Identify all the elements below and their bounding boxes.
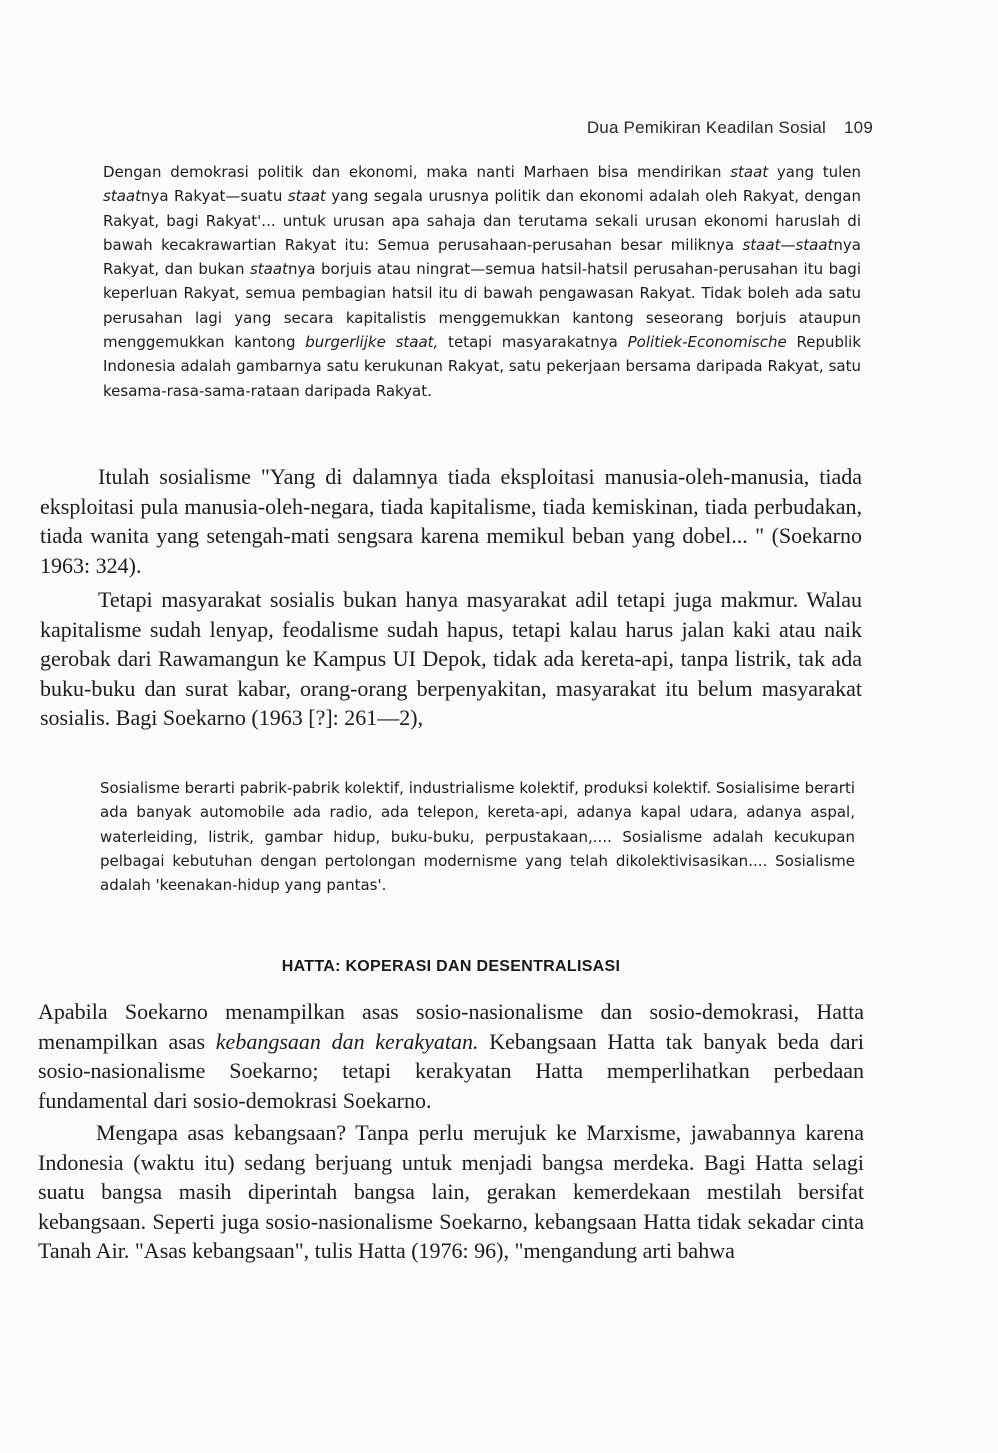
quote-text: Dengan demokrasi politik dan ekonomi, maka nanti Marhaen bisa mendirikan (103, 163, 731, 181)
quote-text: Republik Indonesia adalah gambarnya satu kerukunan Rakyat, satu pekerjaan bersama daripada Rakyat, satu kesama-rasa-sama-rataan daripada Rakyat. (103, 333, 862, 400)
quote-italic: staat (249, 260, 288, 279)
block-quote-marhaen (103, 160, 861, 403)
paragraph-text: Apabila Soekarno menampilkan asas sosio-nasionalisme dan sosio-demokrasi, Hatta menampilkan asas (38, 999, 864, 1054)
paragraph-asas-kebangsaan: Mengapa asas kebangsaan? Tanpa perlu merujuk ke Marxisme, jawabannya karena Indonesia (waktu itu) sedang berjuang untuk menjadi bangsa merdeka. Bagi Hatta selagi suatu bangsa masih diperintah bangsa lain, gerakan kemerdekaan mestilah bersifat kebangsaan. Seperti juga sosio-nasionalisme Soekarno, kebangsaan Hatta tidak sekadar cinta Tanah Air. "Asas kebangsaan", tulis Hatta (1976: 96), "mengandung arti bahwa (38, 1120, 864, 1263)
block-quote-sosialisme: Sosialisme berarti pabrik-pabrik kolektif, industrialisme kolektif, produksi kolektif. Sosialisime berarti ada banyak automobile ada radio, ada telepon, kereta-api, adanya kapal udara, adanya aspal, waterleiding, listrik, gambar hidup, buku-buku, perpustakaan,.... Sosialisme adalah kecukupan pelbagai kebutuhan dengan pertolongan modernisme yang telah dikolektivisasikan.... Sosialisme adalah 'keenakan-hidup yang pantas'. (100, 779, 855, 895)
paragraph-itulah-sosialisme: Itulah sosialisme "Yang di dalamnya tiada eksploitasi manusia-oleh-manusia, tiada eksploitasi pula manusia-oleh-negara, tiada kapitalisme, tiada kemiskinan, tiada perbudakan, tiada wanita yang setengah-mati sengsara karena memikul beban yang dobel... " (Soekarno 1963: 324). (40, 464, 862, 578)
paragraph-italic: kebangsaan dan kerakyatan. (215, 1028, 479, 1054)
paragraph-hatta-asas (38, 997, 864, 1115)
running-head-title: Dua Pemikiran Keadilan Sosial (586, 118, 827, 137)
quote-italic: staat (103, 187, 141, 206)
paragraph-text: Kebangsaan Hatta tak banyak beda dari sosio-nasionalisme Soekarno; tetapi kerakyatan Hatta memperlihatkan perbedaan fundamental dari sosio-demokrasi Soekarno. (38, 1028, 864, 1113)
quote-text: tetapi masyarakatnya (438, 333, 628, 352)
page-number: 109 (844, 118, 873, 137)
section-heading: HATTA: KOPERASI DAN DESENTRALISASI (281, 958, 621, 975)
quote-text: yang segala urusnya politik dan ekonomi adalah oleh Rakyat, dengan Rakyat, bagi Rakyat'... untuk urusan apa sahaja dan terutama sekali urusan ekonomi haruslah di bawah kecakrawartian Rakyat itu: Semua perusahaan-perusahan besar miliknya (103, 187, 861, 254)
quote-italic: burgerlijke staat, (305, 333, 439, 352)
quote-italic: staat (287, 187, 326, 206)
quote-italic: staat (730, 163, 769, 181)
quote-text: nya Rakyat, dan bukan (103, 235, 861, 279)
quote-italic: Politiek-Economische (627, 333, 787, 352)
quote-text: nya borjuis atau ningrat—semua hatsil-hatsil perusahan-perusahan itu bagi keperluan Rakyat, semua pembagian hatsil itu di bawah pengawasan Rakyat. Tidak boleh ada satu perusahan lagi yang secara kapitalistis menggemukkan kantong seseorang borjuis ataupun menggemukkan kantong (103, 260, 861, 352)
paragraph-masyarakat-sosialis: Tetapi masyarakat sosialis bukan hanya masyarakat adil tetapi juga makmur. Walau kapitalisme sudah lenyap, feodalisme sudah hapus, tetapi kalau harus jalan kaki atau naik gerobak dari Rawamangun ke Kampus UI Depok, tidak ada kereta-api, tanpa listrik, tak ada buku-buku dan surat kabar, orang-orang berpenyakitan, masyarakat itu belum masyarakat sosialis. Bagi Soekarno (1963 [?]: 261—2), (40, 587, 862, 730)
quote-text: nya Rakyat—suatu (140, 187, 288, 206)
quote-text: yang tulen (768, 163, 861, 181)
running-head (587, 118, 873, 138)
quote-italic: staat—staat (742, 235, 834, 254)
